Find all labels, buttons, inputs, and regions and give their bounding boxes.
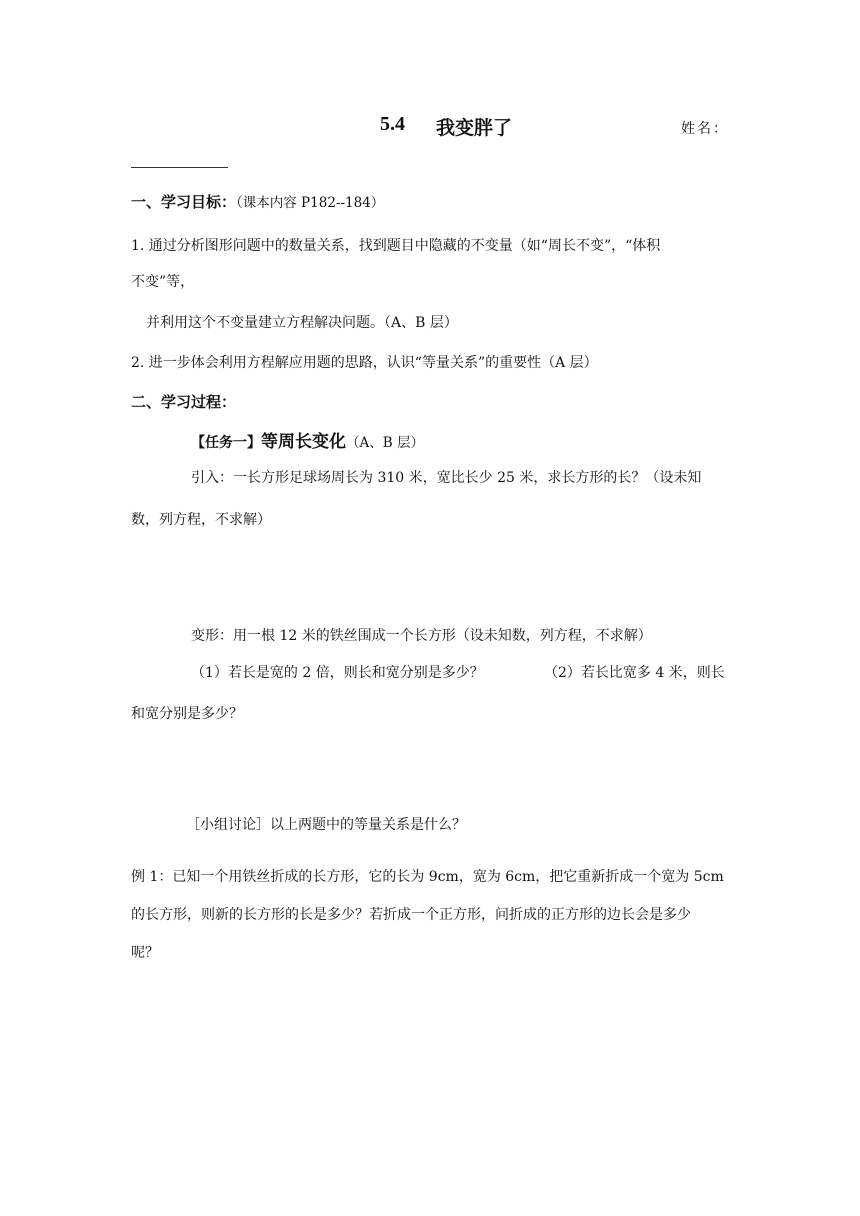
intro-line1: 引入：一长方形足球场周长为 310 米，宽比长少 25 米，求长方形的长？（设未知 — [191, 470, 702, 486]
example1-line1: 例 1：已知一个用铁丝折成的长方形，它的长为 9cm，宽为 6cm，把它重新折成一个宽为 5cm — [131, 869, 724, 885]
group-discussion: ［小组讨论］以上两题中的等量关系是什么？ — [186, 817, 466, 833]
name-blank-line — [131, 167, 228, 168]
textbook-reference: （课本内容 P182--184） — [236, 195, 385, 211]
section1-heading-row — [131, 191, 384, 213]
lesson-number: 5.4 — [380, 113, 405, 135]
task1-label: 【任务一】 — [191, 435, 261, 451]
goal1-line2: 不变”等， — [131, 274, 195, 290]
intro-line2: 数，列方程，不求解） — [131, 512, 271, 528]
question1: （1）若长是宽的 2 倍，则长和宽分别是多少？ — [191, 665, 484, 681]
section1-heading: 一、学习目标： — [131, 193, 237, 211]
page-title: 我变胖了 — [436, 117, 513, 139]
variant-text: 变形：用一根 12 米的铁丝围成一个长方形（设未知数，列方程，不求解） — [191, 628, 652, 644]
name-label: 姓名： — [681, 121, 729, 137]
question2-continued: 和宽分别是多少？ — [131, 706, 243, 722]
goal2: 2. 进一步体会利用方程解应用题的思路，认识“等量关系”的重要性（A 层） — [131, 355, 598, 371]
question2: （2）若长比宽多 4 米，则长 — [544, 665, 725, 681]
task1-title: 等周长变化 — [261, 432, 346, 452]
goal1-line1: 1. 通过分析图形问题中的数量关系，找到题目中隐藏的不变量（如“周长不变”，“体积 — [131, 238, 661, 254]
example1-line2: 的长方形，则新的长方形的长是多少？若折成一个正方形，问折成的正方形的边长会是多少 — [131, 907, 691, 923]
task1-heading-row — [191, 427, 424, 453]
goal1-line3: 并利用这个不变量建立方程解决问题。（A、B 层） — [146, 315, 458, 331]
section2-heading: 二、学习过程： — [131, 393, 237, 411]
example1-line3: 呢？ — [131, 945, 159, 961]
task1-level: （A、B 层） — [346, 435, 424, 451]
